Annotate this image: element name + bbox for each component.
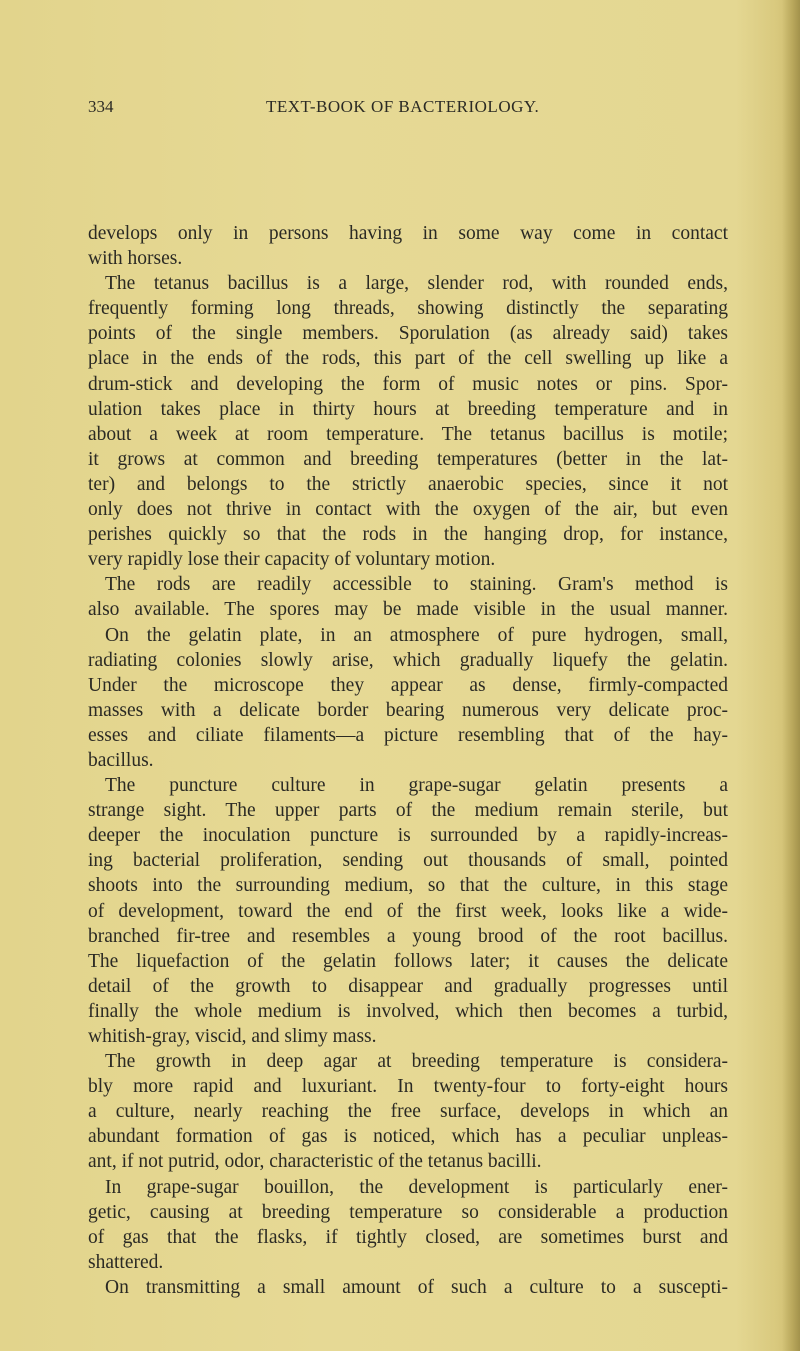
text-line: drum-stick and developing the form of music notes or pins. Spor- <box>88 373 728 395</box>
page-header <box>88 97 728 121</box>
text-line: The liquefaction of the gelatin follows later; it causes the delicate <box>88 950 728 972</box>
text-line: finally the whole medium is involved, which then becomes a turbid, <box>88 1000 728 1022</box>
text-line: place in the ends of the rods, this part of the cell swelling up like a <box>88 348 728 370</box>
text-line: of development, toward the end of the first week, looks like a wide- <box>88 900 728 922</box>
page-binding-edge <box>782 0 800 1351</box>
text-line: On the gelatin plate, in an atmosphere of pure hydrogen, small, <box>105 624 728 646</box>
text-line: a culture, nearly reaching the free surface, develops in which an <box>88 1101 728 1123</box>
text-line: it grows at common and breeding temperatures (better in the lat- <box>88 448 728 470</box>
text-line: The rods are readily accessible to staining. Gram's method is <box>105 574 728 596</box>
text-line: abundant formation of gas is noticed, which has a peculiar unpleas- <box>88 1126 728 1148</box>
page-number: 334 <box>88 97 114 116</box>
text-line: frequently forming long threads, showing distinctly the separating <box>88 298 728 320</box>
text-line: ulation takes place in thirty hours at breeding temperature and in <box>88 398 728 420</box>
text-line: branched fir-tree and resembles a young brood of the root bacillus. <box>88 925 728 947</box>
text-line: ter) and belongs to the strictly anaerobic species, since it not <box>88 473 728 495</box>
text-line: with horses. <box>88 248 183 270</box>
text-line: getic, causing at breeding temperature so considerable a production <box>88 1201 728 1223</box>
text-line: very rapidly lose their capacity of voluntary motion. <box>88 549 496 571</box>
text-line: The growth in deep agar at breeding temperature is considera- <box>105 1051 728 1073</box>
text-line: Under the microscope they appear as dense, firmly-compacted <box>88 674 728 696</box>
text-line: The tetanus bacillus is a large, slender rod, with rounded ends, <box>105 273 728 295</box>
body-text <box>88 221 728 1300</box>
text-line: ant, if not putrid, odor, characteristic of the tetanus bacilli. <box>88 1151 542 1173</box>
text-line: deeper the inoculation puncture is surrounded by a rapidly-increas- <box>88 825 728 847</box>
text-line: also available. The spores may be made visible in the usual manner. <box>88 599 728 621</box>
text-line: whitish-gray, viscid, and slimy mass. <box>88 1026 377 1047</box>
text-line: The puncture culture in grape-sugar gelatin presents a <box>105 775 728 797</box>
text-line: about a week at room temperature. The tetanus bacillus is motile; <box>88 423 728 445</box>
text-line: bacillus. <box>88 749 154 771</box>
text-line: perishes quickly so that the rods in the hanging drop, for instance, <box>88 524 728 546</box>
text-line: esses and ciliate filaments—a picture resembling that of the hay- <box>88 724 728 746</box>
text-line: radiating colonies slowly arise, which gradually liquefy the gelatin. <box>88 649 728 671</box>
text-line: bly more rapid and luxuriant. In twenty-four to forty-eight hours <box>88 1076 728 1098</box>
text-line: points of the single members. Sporulation (as already said) takes <box>88 323 728 345</box>
text-line: strange sight. The upper parts of the medium remain sterile, but <box>88 800 728 822</box>
text-line: detail of the growth to disappear and gradually progresses until <box>88 975 728 997</box>
text-line: shattered. <box>88 1251 164 1273</box>
text-line: masses with a delicate border bearing numerous very delicate proc- <box>88 699 728 721</box>
text-line: In grape-sugar bouillon, the development is particularly ener- <box>105 1176 728 1198</box>
text-line: only does not thrive in contact with the oxygen of the air, but even <box>88 499 728 521</box>
text-line: of gas that the flasks, if tightly closed, are sometimes burst and <box>88 1226 728 1248</box>
text-line: ing bacterial proliferation, sending out thousands of small, pointed <box>88 850 728 872</box>
text-line: shoots into the surrounding medium, so that the culture, in this stage <box>88 875 728 897</box>
running-head: TEXT-BOOK OF BACTERIOLOGY. <box>266 97 540 116</box>
text-line: On transmitting a small amount of such a culture to a suscepti- <box>105 1276 728 1298</box>
text-line: develops only in persons having in some way come in contact <box>88 223 728 244</box>
